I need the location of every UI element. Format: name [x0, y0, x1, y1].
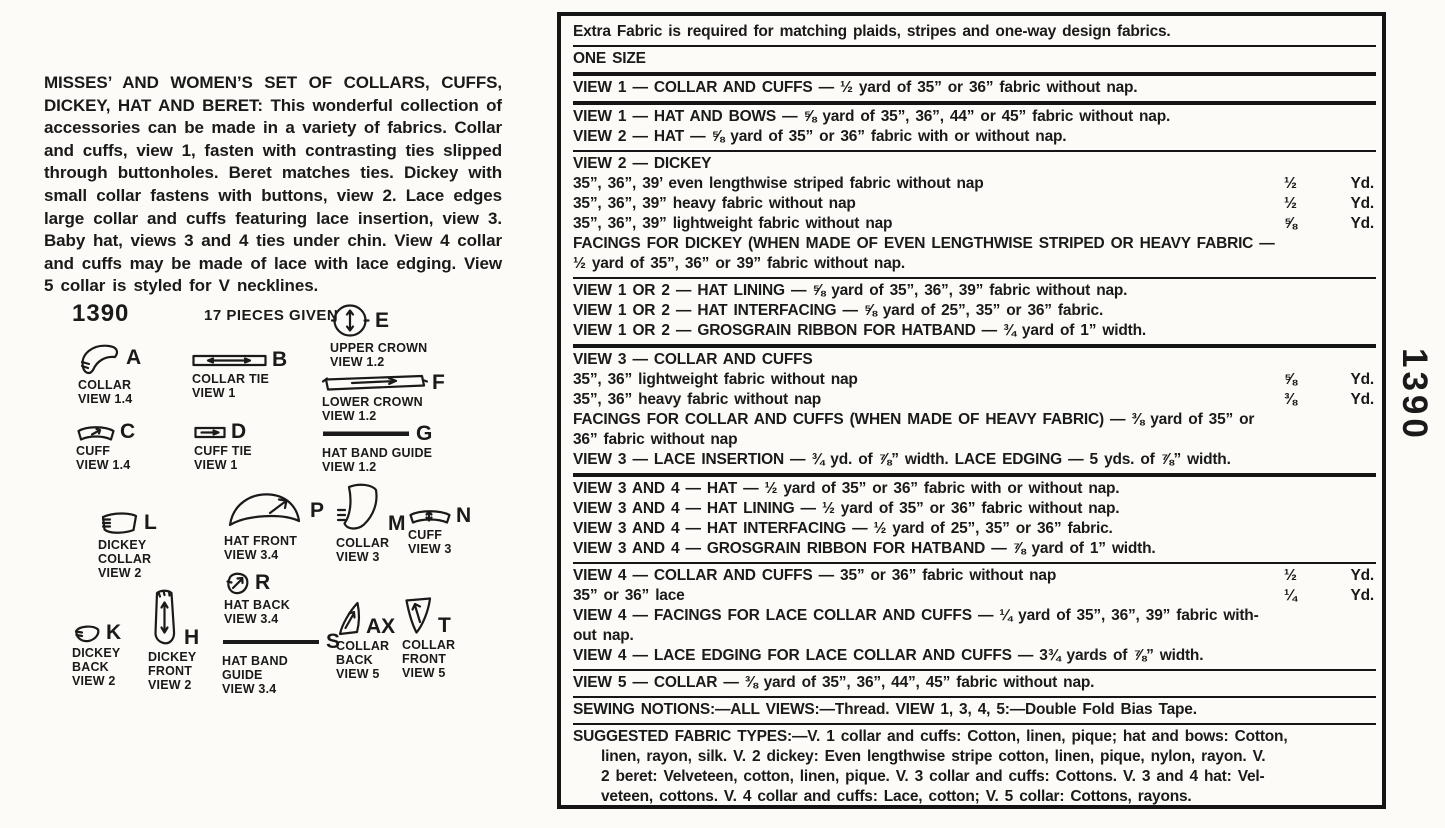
- row-quantity: ⅝: [1284, 215, 1297, 232]
- row-quantity: ⅝: [1284, 371, 1297, 388]
- row-text: 35”, 36” heavy fabric without nap: [573, 391, 822, 408]
- row-text: 35” or 36” lace: [573, 587, 685, 604]
- piece-letter: T: [438, 614, 451, 637]
- intro-paragraph: MISSES’ AND WOMEN’S SET OF COLLARS, CUFFS, DICKEY, HAT AND BERET: This wonderful collection of accessories can be made in a variety of fabrics. Collar and cuffs, view 1, fasten with contrasting ties slipped through buttonholes. Beret matches ties. Dickey with small collar fastens with buttons, view 2. Lace edges large collar and cuffs featuring lace insertion, view 3. Baby hat, views 3 and 4 ties under chin. View 4 collar and cuffs may be made of lace with lace edging. View 5 collar is styled for V necklines.: [44, 73, 502, 296]
- hat-front-icon: [224, 490, 306, 532]
- row-text: VIEW 1 — COLLAR AND CUFFS — ½ yard of 35” or 36” fabric without nap.: [573, 79, 1138, 96]
- pattern-number: 1390: [72, 300, 130, 327]
- table-row: [573, 22, 1376, 42]
- row-unit: Yd.: [1350, 567, 1374, 584]
- piece-B: [192, 350, 287, 400]
- table-row: [573, 194, 1376, 214]
- piece-label: HAT BAND GUIDE VIEW 1.2: [322, 446, 433, 474]
- row-text: SEWING NOTIONS:—ALL VIEWS:—Thread. VIEW 1, 3, 4, 5:—Double Fold Bias Tape.: [573, 701, 1197, 718]
- piece-F: [322, 372, 445, 423]
- piece-L: [98, 510, 157, 580]
- row-text: out nap.: [573, 627, 634, 644]
- cuff-view3-icon: [408, 507, 452, 525]
- piece-letter: AX: [366, 615, 396, 638]
- collar-icon: [78, 340, 122, 376]
- hat-band-guide-icon: [322, 430, 412, 438]
- piece-letter: C: [120, 420, 136, 443]
- row-text: VIEW 1 OR 2 — HAT LINING — ⅝ yard of 35”, 36”, 39” fabric without nap.: [573, 282, 1128, 299]
- collar-view3-icon: [336, 482, 384, 534]
- row-text: 35”, 36” lightweight fabric without nap: [573, 371, 858, 388]
- piece-S: [222, 632, 340, 696]
- table-row: [573, 301, 1376, 321]
- row-unit: Yd.: [1350, 587, 1374, 604]
- row-quantity: ½: [1284, 567, 1297, 584]
- row-quantity: ½: [1284, 195, 1297, 212]
- table-row: [573, 281, 1376, 301]
- table-row: [573, 727, 1376, 747]
- piece-letter: P: [310, 499, 325, 522]
- piece-N: [408, 506, 471, 556]
- table-section-view1-or-2: [573, 279, 1376, 348]
- table-row: [573, 787, 1376, 807]
- table-row: [573, 350, 1376, 370]
- table-section-view3-and-4: [573, 477, 1376, 564]
- table-row: [573, 539, 1376, 559]
- table-row: [573, 234, 1376, 254]
- row-text: VIEW 1 — HAT AND BOWS — ⅝ yard of 35”, 36”, 44” or 45” fabric without nap.: [573, 108, 1171, 125]
- piece-C: [76, 422, 135, 472]
- table-row: [573, 370, 1376, 390]
- piece-M: [336, 482, 406, 564]
- row-text: VIEW 3 AND 4 — HAT INTERFACING — ½ yard of 25”, 35” or 36” fabric.: [573, 520, 1113, 537]
- piece-letter: G: [416, 422, 433, 445]
- table-row: [573, 519, 1376, 539]
- piece-label: COLLAR FRONT VIEW 5: [402, 638, 456, 680]
- piece-letter: R: [255, 571, 271, 594]
- piece-AX: [336, 600, 395, 681]
- dickey-collar-icon: [98, 510, 140, 536]
- table-section-view1-collar-cuffs: [573, 76, 1376, 105]
- piece-label: COLLAR TIE VIEW 1: [192, 372, 269, 400]
- table-row: [573, 479, 1376, 499]
- table-row: [573, 214, 1376, 234]
- row-text: VIEW 2 — HAT — ⅝ yard of 35” or 36” fabric with or without nap.: [573, 128, 1067, 145]
- cuff-tie-icon: [194, 425, 227, 440]
- table-row: [573, 586, 1376, 606]
- table-section-extra-fabric: [573, 20, 1376, 47]
- row-text: VIEW 1 OR 2 — GROSGRAIN RIBBON FOR HATBAND — ¾ yard of 1” width.: [573, 322, 1146, 339]
- row-text: SUGGESTED FABRIC TYPES:—V. 1 collar and cuffs: Cotton, linen, pique; hat and bows: Cotton,: [573, 728, 1288, 745]
- row-unit: Yd.: [1350, 371, 1374, 388]
- table-row: [573, 606, 1376, 626]
- row-text: VIEW 2 — DICKEY: [573, 155, 712, 172]
- fabric-requirements-table: [557, 12, 1386, 809]
- row-text: linen, rayon, silk. V. 2 dickey: Even lengthwise stripe cotton, linen, pique, nylon, rayon. V.: [601, 748, 1266, 765]
- table-section-view5: [573, 671, 1376, 698]
- collar-tie-icon: [192, 353, 268, 368]
- table-row: [573, 430, 1376, 450]
- table-row: [573, 450, 1376, 470]
- row-text: VIEW 5 — COLLAR — ⅜ yard of 35”, 36”, 44”, 45” fabric without nap.: [573, 674, 1095, 691]
- row-unit: Yd.: [1350, 195, 1374, 212]
- table-section-view4: [573, 564, 1376, 671]
- piece-label: DICKEY FRONT VIEW 2: [148, 650, 197, 692]
- row-text: ½ yard of 35”, 36” or 39” fabric without nap.: [573, 255, 905, 272]
- piece-label: UPPER CROWN VIEW 1.2: [330, 341, 428, 369]
- piece-D: [194, 422, 252, 472]
- row-text: 2 beret: Velveteen, cotton, linen, pique. V. 3 collar and cuffs: Cottons. V. 3 and 4 hat: Vel-: [601, 768, 1265, 785]
- table-row: [573, 499, 1376, 519]
- table-row: [573, 626, 1376, 646]
- table-section-view1-hat-bows: [573, 105, 1376, 152]
- table-row: [573, 174, 1376, 194]
- piece-label: CUFF TIE VIEW 1: [194, 444, 252, 472]
- row-text: VIEW 3 — LACE INSERTION — ¾ yd. of ⅞” width. LACE EDGING — 5 yds. of ⅞” width.: [573, 451, 1231, 468]
- piece-K: [72, 622, 121, 688]
- table-section-sewing-notions: [573, 698, 1376, 725]
- piece-label: CUFF VIEW 3: [408, 528, 452, 556]
- table-row: [573, 767, 1376, 787]
- piece-label: CUFF VIEW 1.4: [76, 444, 131, 472]
- row-quantity: ¼: [1284, 587, 1297, 604]
- piece-E: [330, 302, 427, 369]
- hat-band-guide-2-icon: [222, 638, 322, 646]
- piece-label: HAT FRONT VIEW 3.4: [224, 534, 298, 562]
- piece-letter: F: [432, 370, 445, 394]
- sheet-number-vertical: 1390: [1395, 348, 1434, 442]
- row-text: VIEW 4 — LACE EDGING FOR LACE COLLAR AND CUFFS — 3¾ yards of ⅞” width.: [573, 647, 1204, 664]
- piece-T: [402, 596, 455, 680]
- upper-crown-icon: [330, 302, 371, 339]
- table-section-one-size: [573, 47, 1376, 76]
- row-text: VIEW 3 — COLLAR AND CUFFS: [573, 351, 813, 368]
- table-row: [573, 566, 1376, 586]
- row-unit: Yd.: [1350, 175, 1374, 192]
- table-row: [573, 700, 1376, 720]
- piece-letter: K: [106, 621, 122, 644]
- piece-G: [322, 424, 432, 474]
- table-section-view3-collar-cuffs: [573, 348, 1376, 477]
- piece-letter: B: [272, 348, 288, 371]
- row-text: 35”, 36”, 39” lightweight fabric without nap: [573, 215, 893, 232]
- table-section-view2-dickey: [573, 152, 1376, 279]
- piece-A: [78, 340, 141, 406]
- piece-letter: L: [144, 511, 157, 534]
- row-text: VIEW 3 AND 4 — HAT — ½ yard of 35” or 36” fabric with or without nap.: [573, 480, 1120, 497]
- row-text: 36” fabric without nap: [573, 431, 738, 448]
- piece-label: DICKEY BACK VIEW 2: [72, 646, 121, 688]
- row-quantity: ⅜: [1284, 391, 1297, 408]
- row-text: FACINGS FOR COLLAR AND CUFFS (WHEN MADE OF HEAVY FABRIC) — ⅜ yard of 35” or: [573, 411, 1255, 428]
- piece-letter: S: [326, 630, 341, 653]
- piece-label: DICKEY COLLAR VIEW 2: [98, 538, 152, 580]
- piece-letter: H: [184, 626, 200, 649]
- row-text: VIEW 1 OR 2 — HAT INTERFACING — ⅝ yard of 25”, 35” or 36” fabric.: [573, 302, 1104, 319]
- piece-label: COLLAR VIEW 3: [336, 536, 390, 564]
- row-text: 35”, 36”, 39” heavy fabric without nap: [573, 195, 856, 212]
- row-text: veteen, cottons. V. 4 collar and cuffs: Lace, cotton; V. 5 collar: Cottons, rayons.: [601, 788, 1192, 805]
- dickey-front-icon: [148, 588, 180, 648]
- piece-P: [224, 490, 324, 562]
- row-unit: Yd.: [1350, 391, 1374, 408]
- collar-front-icon: [402, 596, 434, 636]
- piece-letter: D: [231, 420, 247, 443]
- hat-back-icon: [224, 570, 251, 596]
- collar-back-icon: [336, 600, 362, 637]
- table-section-suggested-fabrics: [573, 725, 1376, 810]
- piece-label: COLLAR BACK VIEW 5: [336, 639, 390, 681]
- lower-crown-icon: [322, 372, 428, 393]
- table-row: [573, 154, 1376, 174]
- row-unit: Yd.: [1350, 215, 1374, 232]
- piece-letter: A: [126, 346, 142, 369]
- table-row: [573, 673, 1376, 693]
- piece-label: HAT BACK VIEW 3.4: [224, 598, 290, 626]
- pieces-diagram: [60, 300, 500, 730]
- piece-letter: M: [388, 512, 406, 535]
- row-text: VIEW 3 AND 4 — GROSGRAIN RIBBON FOR HATBAND — ⅞ yard of 1” width.: [573, 540, 1156, 557]
- table-row: [573, 646, 1376, 666]
- row-quantity: ½: [1284, 175, 1297, 192]
- row-text: ONE SIZE: [573, 50, 646, 67]
- piece-letter: N: [456, 504, 472, 527]
- piece-label: HAT BAND GUIDE VIEW 3.4: [222, 654, 288, 696]
- row-text: VIEW 4 — FACINGS FOR LACE COLLAR AND CUFFS — ¼ yard of 35”, 36”, 39” fabric with-: [573, 607, 1259, 624]
- row-text: 35”, 36”, 39’ even lengthwise striped fabric without nap: [573, 175, 984, 192]
- table-row: [573, 321, 1376, 341]
- pieces-count-label: 17 PIECES GIVEN: [204, 307, 339, 324]
- piece-R: [224, 570, 290, 626]
- row-text: Extra Fabric is required for matching plaids, stripes and one-way design fabrics.: [573, 23, 1171, 40]
- table-row: [573, 127, 1376, 147]
- piece-H: [148, 588, 199, 692]
- table-row: [573, 410, 1376, 430]
- row-text: FACINGS FOR DICKEY (WHEN MADE OF EVEN LENGTHWISE STRIPED OR HEAVY FABRIC —: [573, 235, 1275, 252]
- cuff-icon: [76, 423, 116, 442]
- piece-label: COLLAR VIEW 1.4: [78, 378, 133, 406]
- table-row: [573, 747, 1376, 767]
- piece-label: LOWER CROWN VIEW 1.2: [322, 395, 423, 423]
- table-row: [573, 49, 1376, 69]
- row-text: VIEW 4 — COLLAR AND CUFFS — 35” or 36” fabric without nap: [573, 567, 1057, 584]
- table-row: [573, 390, 1376, 410]
- dickey-back-icon: [72, 622, 102, 644]
- row-text: VIEW 3 AND 4 — HAT LINING — ½ yard of 35” or 36” fabric without nap.: [573, 500, 1120, 517]
- piece-letter: E: [375, 308, 390, 332]
- table-row: [573, 107, 1376, 127]
- table-row: [573, 254, 1376, 274]
- table-row: [573, 78, 1376, 98]
